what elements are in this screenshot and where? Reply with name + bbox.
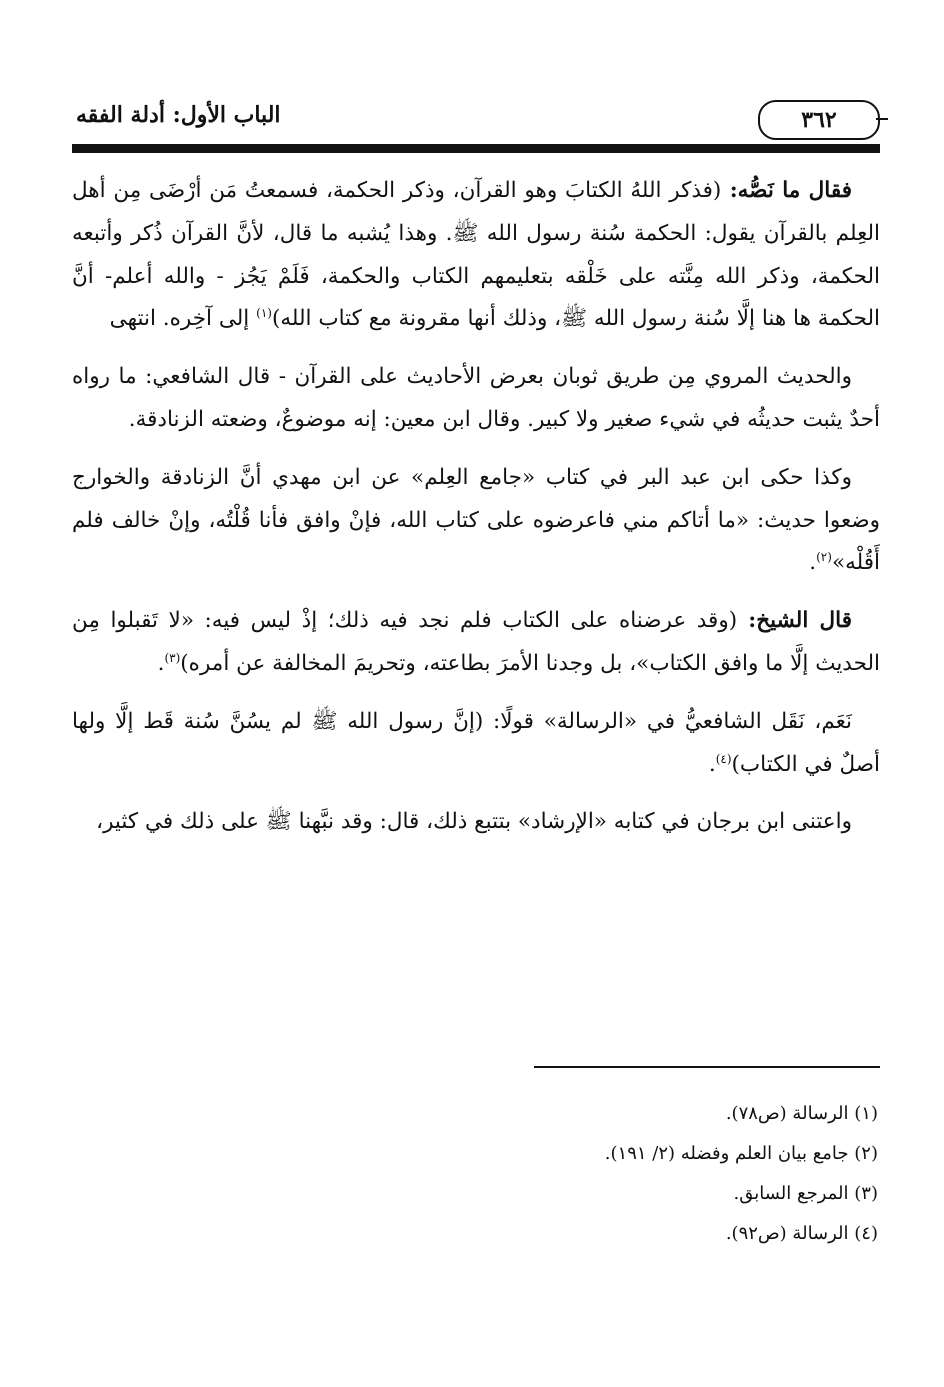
paragraph-tail: . <box>708 751 716 777</box>
header-rule <box>72 144 880 153</box>
paragraph <box>72 701 880 787</box>
chapter-title: الباب الأول: أدلة الفقه <box>76 102 281 128</box>
paragraph <box>72 170 880 341</box>
paragraph-text: نَعَم، نَقَل الشافعيُّ في «الرسالة» قولًا: (إنَّ رسول الله ﷺ لم يسُنَّ سُنة قَط إلَّا ولها أصلٌ في الكتاب) <box>72 708 880 777</box>
paragraph-tail: إلى آخِره. انتهى <box>109 306 257 332</box>
paragraph-text: وكذا حكى ابن عبد البر في كتاب «جامع العِلم» عن ابن مهدي أنَّ الزنادقة والخوارج وضعوا حديث: «ما أتاكم مني فاعرضوه على كتاب الله، فإنْ وافق فأنا قُلْتُه، وإنْ خالف فلم أَقُلْه» <box>72 464 880 576</box>
footnote-ref[interactable]: (٣) <box>164 650 181 665</box>
page-header <box>72 100 880 144</box>
paragraph-text: والحديث المروي مِن طريق ثوبان بعرض الأحاديث على القرآن - قال الشافعي: ما رواه أحدٌ يثبت حديثُه في شيء صغير ولا كبير. وقال ابن معين: إنه موضوعٌ، وضعته الزنادقة. <box>72 364 880 432</box>
page-number-badge <box>758 100 880 140</box>
paragraph <box>72 356 880 442</box>
footnote-separator <box>534 1066 880 1068</box>
paragraph-tail: . <box>157 650 165 676</box>
footnote: (٣) المرجع السابق. <box>733 1183 878 1204</box>
paragraph-lead: فقال ما نَصُّه: <box>721 178 852 203</box>
page-number: ٣٦٢ <box>801 107 837 133</box>
footnote-ref[interactable]: (٤) <box>715 751 732 766</box>
footnote-ref[interactable]: (١) <box>256 306 272 321</box>
paragraph-text: واعتنى ابن برجان في كتابه «الإرشاد» بتتبع ذلك، قال: وقد نبَّهنا ﷺ على ذلك في كثير، <box>96 809 852 835</box>
footnote: (٢) جامع بيان العلم وفضله (٢/ ١٩١). <box>604 1143 878 1164</box>
paragraph-tail: . <box>809 550 817 576</box>
footnote: (١) الرسالة (ص٧٨). <box>725 1103 878 1124</box>
main-text <box>72 170 880 859</box>
footnotes <box>72 1094 878 1254</box>
paragraph-lead: قال الشيخ: <box>737 608 852 634</box>
paragraph <box>72 457 880 585</box>
paragraph-text: (وقد عرضناه على الكتاب فلم نجد فيه ذلك؛ إذْ ليس فيه: «لا تَقبلوا مِن الحديث إلَّا ما وافق الكتاب»، بل وجدنا الأمرَ بطاعته، وتحريمَ المخالفة عن أمره) <box>72 608 880 676</box>
footnote-ref[interactable]: (٢) <box>816 550 832 565</box>
paragraph-text: (فذكر اللهُ الكتابَ وهو القرآن، وذكر الحكمة، فسمعتُ مَن أرْضَى مِن أهل العِلم بالقرآن يقول: الحكمة سُنة رسول الله ﷺ. وهذا يُشبه ما قال، لأنَّ القرآن ذُكر وأتبعه الحكمة، وذكر الله مِنَّته على خَلْقه بتعليمهم الكتاب والحكمة، فَلَمْ يَجُز - والله أعلم- أنَّ الحكمة ها هنا إلَّا سُنة رسول الله ﷺ، وذلك أنها مقرونة مع كتاب الله) <box>72 178 880 332</box>
paragraph <box>72 801 880 844</box>
paragraph <box>72 600 880 686</box>
footnote: (٤) الرسالة (ص٩٢). <box>725 1223 878 1244</box>
